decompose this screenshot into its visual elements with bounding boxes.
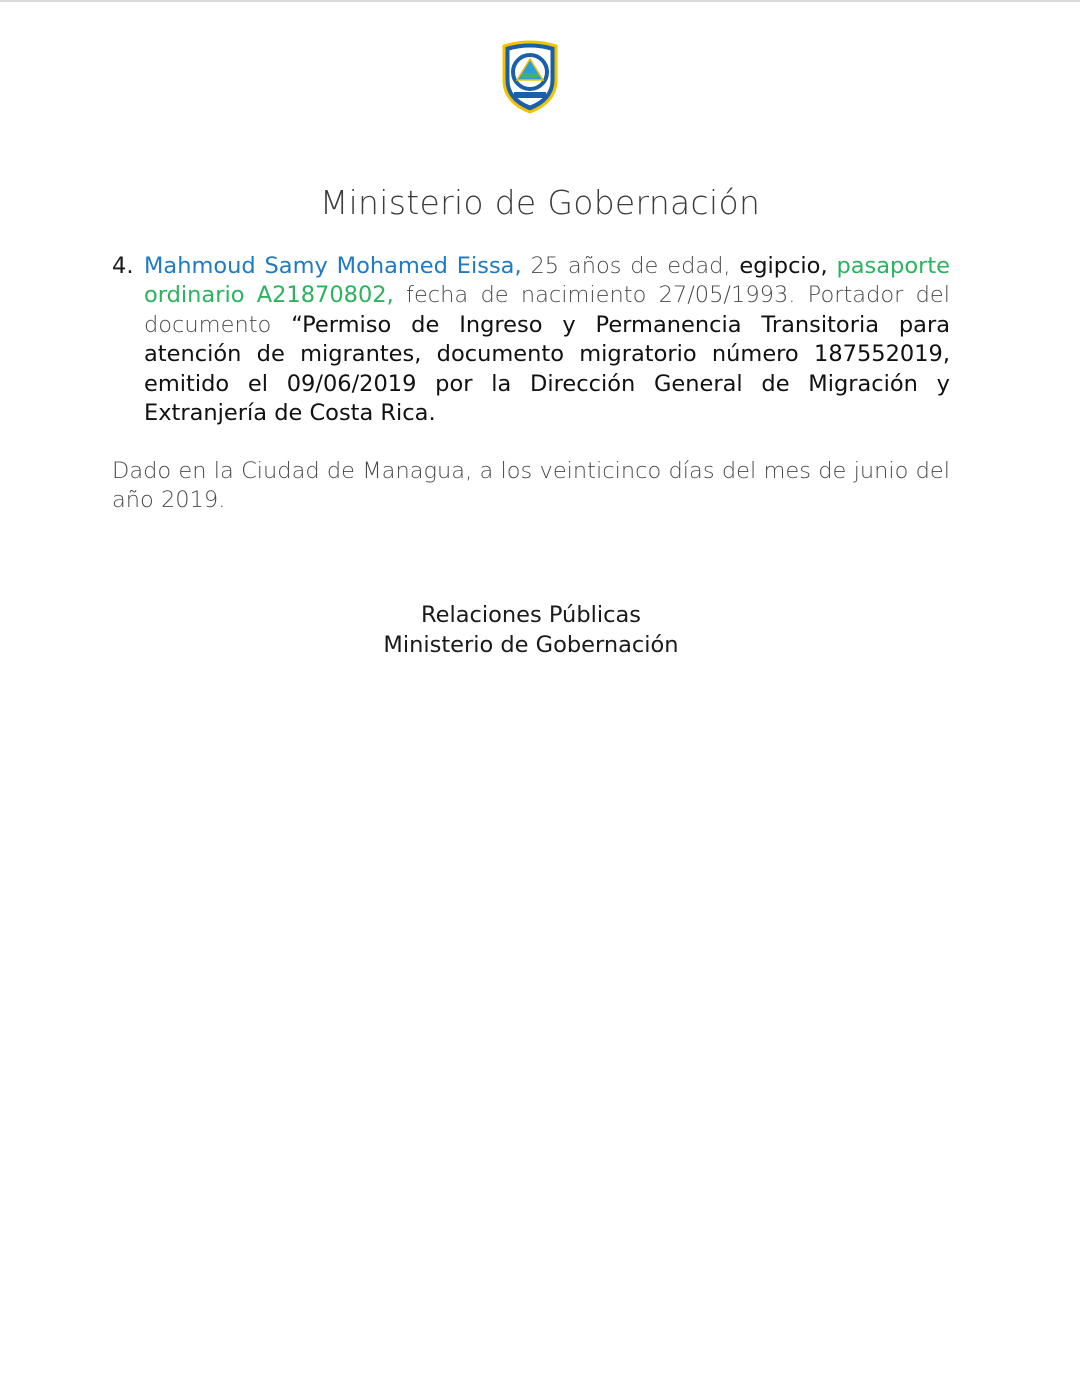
bearer-text: . Portador del documento [144,282,950,338]
person-name: Mahmoud Samy Mohamed Eissa, [144,253,522,279]
birth-date: fecha de nacimiento 27/05/1993 [393,282,789,309]
closing-paragraph: Dado en la Ciudad de Managua, a los veinticinco días del mes de junio del año 2019. [112,458,950,514]
document-description: “Permiso de Ingreso y Permanencia Transitoria para atención de migrantes, documento migratorio número 187552019, emitido el 09/06/2019 por la Dirección General de Migración y Extranjería de Costa Rica. [144,311,950,427]
signature-line-2: Ministerio de Gobernación [383,632,679,658]
ministry-crest-icon [500,40,560,114]
person-nationality: egipcio, [739,253,828,279]
person-age: 25 años de edad, [521,253,740,279]
passport-number: pasaporte ordinario A21870802, [144,253,950,309]
list-item [112,252,950,428]
page-title: Ministerio de Gobernación [319,183,761,222]
signature-line-1: Relaciones Públicas [421,602,641,628]
signature-block [0,600,1062,660]
top-border [0,0,1080,2]
item-text [144,252,950,428]
item-number: 4. [112,253,134,279]
